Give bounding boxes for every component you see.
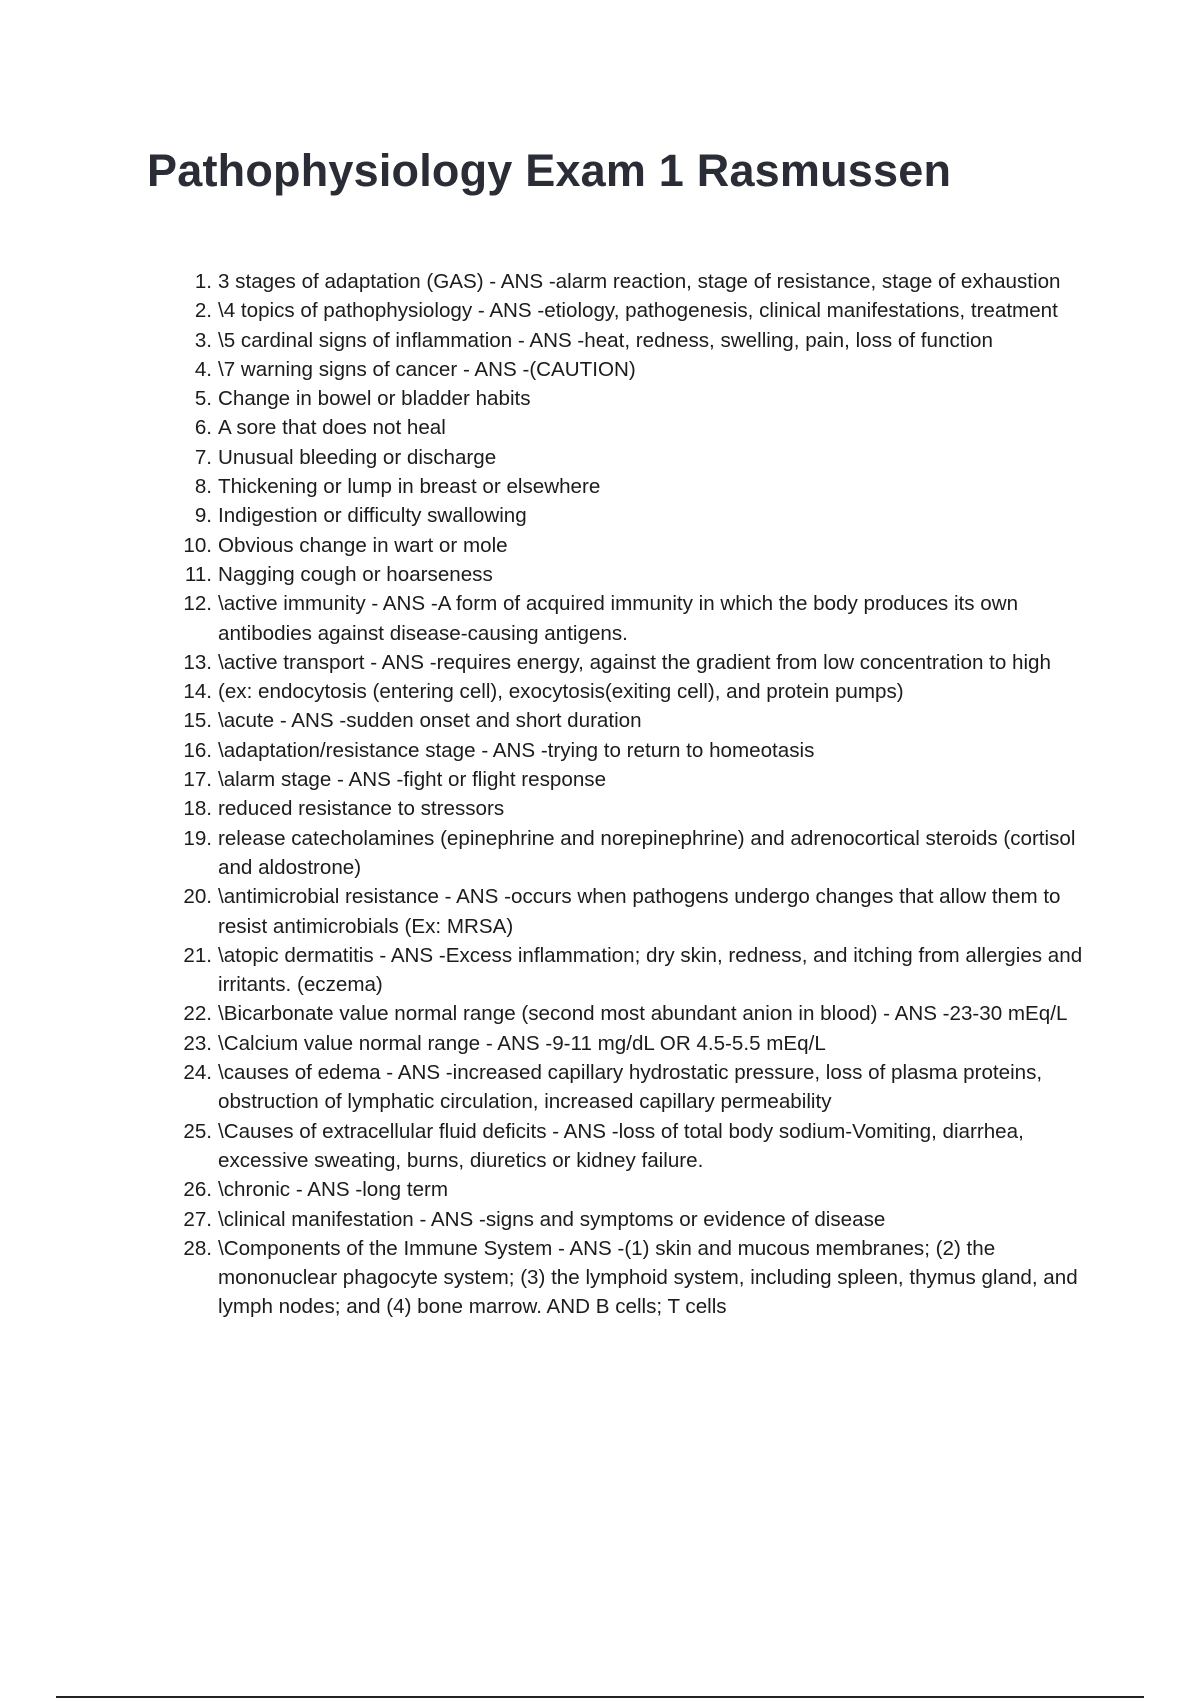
list-item-text: A sore that does not heal [218,416,446,440]
list-item [178,1205,1094,1234]
list-item [178,677,1094,706]
list-item-number: 19. [183,826,212,850]
list-item-number: 24. [183,1061,212,1085]
list-item [178,999,1094,1028]
question-answer-list [178,267,1094,1322]
list-item-text: Thickening or lump in breast or elsewhere [218,475,601,499]
list-item-number: 10. [183,533,212,557]
list-item-number: 11. [184,562,212,586]
list-item-text: Obvious change in wart or mole [218,533,508,557]
list-item [178,589,1094,648]
list-item-text: \7 warning signs of cancer - ANS -(CAUTION) [218,357,636,381]
list-item-text: \active transport - ANS -requires energy, against the gradient from low concentration to high [218,650,1051,674]
list-item [178,267,1094,296]
list-item-text: \5 cardinal signs of inflammation - ANS -heat, redness, swelling, pain, loss of function [218,328,993,352]
list-item [178,531,1094,560]
list-item-text: \chronic - ANS -long term [218,1178,449,1202]
list-item-text: \Causes of extracellular fluid deficits - ANS -loss of total body sodium-Vomiting, diarrhea, excessive sweating, burns, diuretics or kidney failure. [218,1119,1024,1172]
list-item-text: \alarm stage - ANS -fight or flight response [218,768,607,792]
list-item-number: 15. [183,709,212,733]
list-item [178,326,1094,355]
list-item-number: 12. [183,592,212,616]
list-item-text: reduced resistance to stressors [218,797,505,821]
list-item-text: \causes of edema - ANS -increased capillary hydrostatic pressure, loss of plasma proteins, obstruction of lymphatic circulation, increased capillary permeability [218,1061,1043,1114]
list-item [178,1234,1094,1322]
list-item-text: 3 stages of adaptation (GAS) - ANS -alarm reaction, stage of resistance, stage of exhaustion [218,270,1061,293]
list-item-number: 13. [183,650,212,674]
list-item-text: Nagging cough or hoarseness [218,562,493,586]
list-item [178,824,1094,883]
list-item-number: 28. [183,1236,212,1260]
list-item-number: 23. [183,1031,212,1055]
list-item [178,355,1094,384]
list-item-text: \active immunity - ANS -A form of acquired immunity in which the body produces its own antibodies against disease-causing antigens. [218,592,1019,645]
list-item-text: \antimicrobial resistance - ANS -occurs when pathogens undergo changes that allow them to resist antimicrobials (Ex: MRSA) [218,885,1061,938]
list-item-number: 20. [183,885,212,909]
list-item [178,882,1094,941]
list-item-number: 8. [194,475,212,499]
list-item-number: 7. [194,445,212,469]
list-item-number: 5. [194,387,212,411]
list-item-number: 25. [183,1119,212,1143]
list-item-text: \4 topics of pathophysiology - ANS -etiology, pathogenesis, clinical manifestations, treatment [218,299,1058,323]
list-item [178,413,1094,442]
list-item-text: \adaptation/resistance stage - ANS -trying to return to homeotasis [218,738,815,762]
list-item [178,765,1094,794]
list-item [178,384,1094,413]
list-item-text: Indigestion or difficulty swallowing [218,504,527,528]
list-item [178,706,1094,735]
list-item [178,1117,1094,1176]
list-item [178,1175,1094,1204]
list-item-text: release catecholamines (epinephrine and norepinephrine) and adrenocortical steroids (cortisol and aldostrone) [218,826,1076,879]
list-item-text: Unusual bleeding or discharge [218,445,497,469]
list-item [178,1029,1094,1058]
list-item-number: 6. [194,416,212,440]
list-item-text: \Bicarbonate value normal range (second most abundant anion in blood) - ANS -23-30 mEq/L [218,1002,1068,1026]
list-item [178,648,1094,677]
list-item-number: 27. [183,1207,212,1231]
list-item-number: 3. [194,328,212,352]
list-item-number: 21. [183,943,212,967]
list-item-number: 14. [183,680,212,704]
page-title: Pathophysiology Exam 1 Rasmussen [147,145,952,196]
list-item [178,941,1094,1000]
list-item-number: 2. [194,299,212,323]
list-item-text: \Calcium value normal range - ANS -9-11 mg/dL OR 4.5-5.5 mEq/L [218,1031,826,1055]
list-item-text: \acute - ANS -sudden onset and short duration [218,709,642,733]
list-item [178,296,1094,325]
list-item-number: 22. [183,1002,212,1026]
list-item [178,794,1094,823]
list-item-number: 26. [183,1178,212,1202]
list-item-text: Change in bowel or bladder habits [218,387,531,411]
list-item-number: 16. [183,738,212,762]
list-item [178,472,1094,501]
list-item [178,1058,1094,1117]
list-item [178,443,1094,472]
list-item-text: (ex: endocytosis (entering cell), exocytosis(exiting cell), and protein pumps) [218,680,904,704]
list-item-number: 17. [183,768,212,792]
list-item [178,560,1094,589]
list-item [178,501,1094,530]
list-item-number: 4. [194,357,212,381]
list-item-text: \atopic dermatitis - ANS -Excess inflammation; dry skin, redness, and itching from allergies and irritants. (eczema) [218,943,1083,997]
footer-divider [56,1696,1144,1698]
list-item-text: \Components of the Immune System - ANS -(1) skin and mucous membranes; (2) the mononuclear phagocyte system; (3) the lymphoid system, including spleen, thymus gland, and lymph nodes; and (4) bone marrow. AND B cells; T cells [218,1236,1078,1319]
list-item-number: 18. [183,797,212,821]
list-item [178,736,1094,765]
list-item-number: 9. [194,504,212,528]
list-item-text: \clinical manifestation - ANS -signs and symptoms or evidence of disease [218,1207,886,1231]
list-item-number: 1. [194,270,212,293]
